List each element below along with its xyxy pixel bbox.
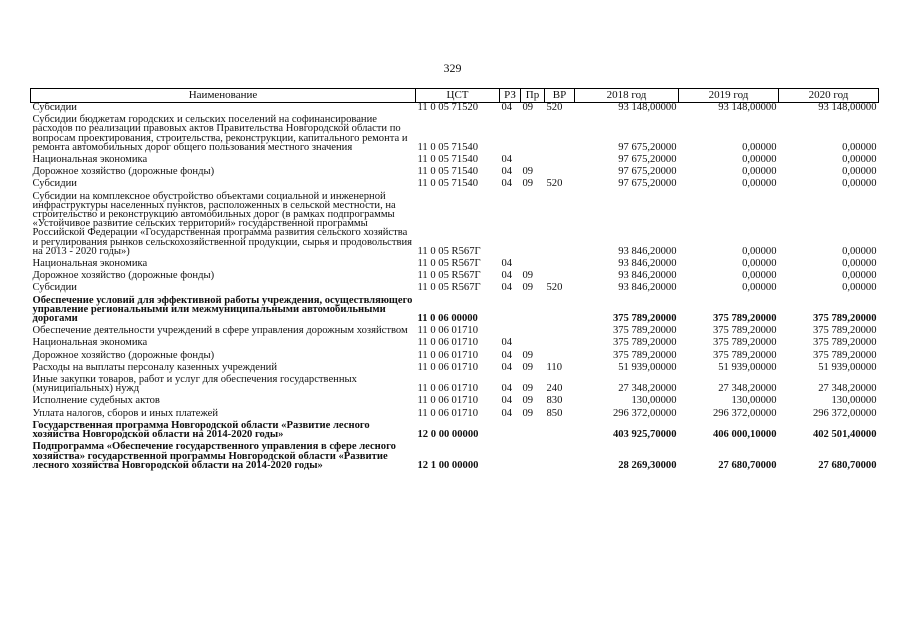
cell-cst: 12 0 00 00000 xyxy=(417,429,479,441)
cell-name: Расходы на выплаты персоналу казенных учреждений xyxy=(32,361,277,373)
cell-vr: 520 xyxy=(546,102,563,113)
cell-cst: 11 0 05 71540 xyxy=(417,166,479,178)
cell-rz: 04 xyxy=(501,102,513,113)
cell-pr: 09 xyxy=(522,383,534,395)
cell-vr xyxy=(545,259,575,271)
cell-2019: 375 789,20000 xyxy=(712,349,777,361)
cell-name: Государственная программа Новгородской области «Развитие лесного хозяйства Новгородской области на 2014-2020 годы» xyxy=(32,419,370,441)
table-row xyxy=(31,396,879,408)
cell-2020: 0,00000 xyxy=(842,154,877,166)
cell-name: Дорожное хозяйство (дорожные фонды) xyxy=(32,166,215,178)
cell-cst: 11 0 05 71540 xyxy=(417,141,479,153)
cell-cst: 12 1 00 00000 xyxy=(417,459,479,471)
header-row xyxy=(31,89,879,103)
cell-2018: 28 269,30000 xyxy=(618,459,677,471)
cell-vr xyxy=(545,326,575,338)
cell-vr: 520 xyxy=(546,178,563,190)
cell-rz: 04 xyxy=(501,337,513,349)
cell-name: Субсидии xyxy=(32,282,77,294)
cell-2019: 375 789,20000 xyxy=(712,313,777,325)
cell-2019: 0,00000 xyxy=(742,282,777,294)
cell-rz xyxy=(500,296,521,327)
cell-name: Национальная экономика xyxy=(32,258,148,270)
cell-2019: 406 000,10000 xyxy=(712,429,777,441)
cell-2020: 93 148,00000 xyxy=(818,102,877,113)
cell-rz: 04 xyxy=(501,154,513,166)
cell-pr xyxy=(521,296,545,327)
cell-rz xyxy=(500,421,521,442)
cell-2020: 0,00000 xyxy=(842,166,877,178)
table-row xyxy=(31,115,879,155)
cell-2019: 27 680,70000 xyxy=(718,459,777,471)
cell-2019: 0,00000 xyxy=(742,258,777,270)
cell-2019: 51 939,00000 xyxy=(718,361,777,373)
cell-2018: 375 789,20000 xyxy=(612,349,677,361)
cell-name: Национальная экономика xyxy=(32,337,148,349)
cell-vr: 830 xyxy=(546,395,563,407)
header-vr: ВР xyxy=(545,89,575,103)
cell-2020: 27 348,20000 xyxy=(818,383,877,395)
cell-pr: 09 xyxy=(522,166,534,178)
header-cst: ЦСТ xyxy=(416,89,500,103)
cell-2018: 93 846,20000 xyxy=(618,282,677,294)
cell-name: Субсидии xyxy=(32,102,77,113)
cell-name: Дорожное хозяйство (дорожные фонды) xyxy=(32,270,215,282)
cell-2018: 93 846,20000 xyxy=(618,270,677,282)
cell-2019: 0,00000 xyxy=(742,166,777,178)
cell-pr: 09 xyxy=(522,349,534,361)
cell-2020: 27 680,70000 xyxy=(818,459,877,471)
cell-name: Уплата налогов, сборов и иных платежей xyxy=(32,407,219,419)
table-row xyxy=(31,296,879,327)
cell-2020: 375 789,20000 xyxy=(812,349,877,361)
cell-vr: 240 xyxy=(546,383,563,395)
cell-cst: 11 0 06 01710 xyxy=(417,383,479,395)
cell-2020: 0,00000 xyxy=(842,178,877,190)
cell-vr xyxy=(545,155,575,167)
cell-2018: 51 939,00000 xyxy=(618,361,677,373)
cell-vr xyxy=(545,115,575,155)
cell-2019: 0,00000 xyxy=(742,178,777,190)
cell-rz: 04 xyxy=(501,349,513,361)
cell-name: Дорожное хозяйство (дорожные фонды) xyxy=(32,349,215,361)
cell-cst: 11 0 06 01710 xyxy=(417,349,479,361)
cell-2020: 375 789,20000 xyxy=(812,337,877,349)
cell-rz: 04 xyxy=(501,395,513,407)
cell-2019: 0,00000 xyxy=(742,154,777,166)
cell-2019: 0,00000 xyxy=(742,141,777,153)
cell-cst: 11 0 06 00000 xyxy=(417,313,478,325)
cell-2019: 27 348,20000 xyxy=(718,383,777,395)
header-2020: 2020 год xyxy=(779,89,879,103)
cell-pr: 09 xyxy=(522,270,534,282)
cell-2020: 130,00000 xyxy=(831,395,877,407)
header-pr: Пр xyxy=(521,89,545,103)
cell-pr xyxy=(521,442,545,473)
cell-vr xyxy=(545,338,575,350)
cell-cst: 11 0 06 01710 xyxy=(417,395,479,407)
header-name: Наименование xyxy=(31,89,416,103)
cell-cst: 11 0 05 R567Г xyxy=(417,282,481,294)
cell-2020: 296 372,00000 xyxy=(812,407,877,419)
cell-name: Обеспечение условий для эффективной работы учреждения, осуществляющего управление региональными или межмуниципальными автомобильными дорогами xyxy=(32,294,413,325)
cell-2018: 27 348,20000 xyxy=(618,383,677,395)
cell-cst: 11 0 05 R567Г xyxy=(417,270,481,282)
cell-2018: 97 675,20000 xyxy=(618,141,677,153)
table-row xyxy=(31,179,879,191)
header-2018: 2018 год xyxy=(575,89,679,103)
cell-pr: 09 xyxy=(522,282,534,294)
table-row xyxy=(31,192,879,259)
cell-cst: 11 0 05 R567Г xyxy=(417,245,481,257)
cell-rz: 04 xyxy=(501,258,513,270)
table-row xyxy=(31,338,879,350)
cell-cst: 11 0 05 71540 xyxy=(417,154,479,166)
cell-2020: 0,00000 xyxy=(842,282,877,294)
cell-name: Иные закупки товаров, работ и услуг для обеспечения государственных (муниципальных) нужд xyxy=(32,374,357,395)
cell-2018: 97 675,20000 xyxy=(618,166,677,178)
cell-2018: 375 789,20000 xyxy=(612,337,677,349)
cell-2019: 375 789,20000 xyxy=(712,325,777,337)
cell-2020: 51 939,00000 xyxy=(818,361,877,373)
cell-2018: 93 846,20000 xyxy=(618,258,677,270)
header-2019: 2019 год xyxy=(679,89,779,103)
cell-2019: 93 148,00000 xyxy=(718,102,777,113)
cell-pr xyxy=(521,326,545,338)
cell-2018: 296 372,00000 xyxy=(612,407,677,419)
cell-2020: 0,00000 xyxy=(842,141,877,153)
cell-2018: 375 789,20000 xyxy=(612,325,677,337)
cell-cst: 11 0 06 01710 xyxy=(417,325,479,337)
cell-pr: 09 xyxy=(522,102,534,113)
table-row xyxy=(31,375,879,396)
cell-pr: 09 xyxy=(522,178,534,190)
cell-cst: 11 0 05 71540 xyxy=(417,178,479,190)
cell-rz: 04 xyxy=(501,383,513,395)
cell-vr: 850 xyxy=(546,407,563,419)
page-number: 329 xyxy=(443,61,462,75)
cell-cst: 11 0 05 71520 xyxy=(417,102,479,113)
cell-2020: 0,00000 xyxy=(842,245,877,257)
cell-vr: 520 xyxy=(546,282,563,294)
cell-pr: 09 xyxy=(522,395,534,407)
table-row xyxy=(31,283,879,295)
cell-2020: 375 789,20000 xyxy=(812,313,877,325)
cell-2018: 97 675,20000 xyxy=(618,178,677,190)
cell-pr: 09 xyxy=(522,361,534,373)
cell-2020: 0,00000 xyxy=(842,258,877,270)
cell-2019: 0,00000 xyxy=(742,270,777,282)
cell-vr xyxy=(545,421,575,442)
cell-name: Исполнение судебных актов xyxy=(32,395,160,407)
cell-2019: 0,00000 xyxy=(742,245,777,257)
cell-vr xyxy=(545,442,575,473)
cell-cst: 11 0 06 01710 xyxy=(417,361,479,373)
cell-pr xyxy=(521,338,545,350)
cell-rz xyxy=(500,115,521,155)
cell-2020: 402 501,40000 xyxy=(812,429,877,441)
table-body xyxy=(31,103,879,473)
cell-pr xyxy=(521,192,545,259)
cell-rz: 04 xyxy=(501,361,513,373)
cell-pr xyxy=(521,115,545,155)
cell-pr: 09 xyxy=(522,407,534,419)
cell-name: Национальная экономика xyxy=(32,154,148,166)
cell-vr: 110 xyxy=(546,361,562,373)
cell-rz: 04 xyxy=(501,270,513,282)
cell-name: Субсидии на комплексное обустройство объектами социальной и инженерной инфраструктуры населенных пунктов, расположенных в сельской местности, на строительство и реконструкцию автомобильных дорог (в рамках подпрограммы «Устойчивое развитие сельских территорий» государственной программы Российской Федерации «Государственная программа развития сельского хозяйства и регулирования рынков сельскохозяйственной продукции, сырья и продовольствия на 2013 - 2020 годы») xyxy=(32,190,413,257)
cell-rz: 04 xyxy=(501,166,513,178)
header-rz: РЗ xyxy=(500,89,521,103)
cell-name: Субсидии xyxy=(32,178,77,190)
cell-vr xyxy=(545,296,575,327)
cell-2019: 296 372,00000 xyxy=(712,407,777,419)
cell-2018: 130,00000 xyxy=(631,395,677,407)
cell-pr xyxy=(521,421,545,442)
cell-2019: 130,00000 xyxy=(731,395,777,407)
cell-cst: 11 0 05 R567Г xyxy=(417,258,481,270)
cell-2018: 403 925,70000 xyxy=(612,429,677,441)
cell-2018: 93 846,20000 xyxy=(618,245,677,257)
cell-2020: 0,00000 xyxy=(842,270,877,282)
cell-rz: 04 xyxy=(501,407,513,419)
cell-2018: 93 148,00000 xyxy=(618,102,677,113)
cell-rz xyxy=(500,442,521,473)
cell-cst: 11 0 06 01710 xyxy=(417,407,479,419)
cell-rz: 04 xyxy=(501,178,513,190)
cell-2018: 97 675,20000 xyxy=(618,154,677,166)
cell-vr xyxy=(545,192,575,259)
cell-name: Обеспечение деятельности учреждений в сфере управления дорожным хозяйством xyxy=(32,325,408,337)
cell-cst: 11 0 06 01710 xyxy=(417,337,479,349)
table-row xyxy=(31,442,879,473)
cell-2019: 375 789,20000 xyxy=(712,337,777,349)
cell-name: Субсидии бюджетам городских и сельских поселений на софинансирование расходов по реализации правовых актов Правительства Новгородской области по вопросам проектирования, строительства, реконструкции, капитального ремонта и ремонта автомобильных дорог общего пользования местного значения xyxy=(32,114,408,153)
table-row xyxy=(31,421,879,442)
cell-rz xyxy=(500,192,521,259)
cell-rz: 04 xyxy=(501,282,513,294)
cell-2020: 375 789,20000 xyxy=(812,325,877,337)
budget-table xyxy=(30,88,879,473)
cell-name: Подпрограмма «Обеспечение государственного управления в сфере лесного хозяйства» государственной программы Новгородской области «Развитие лесного хозяйства Новгородской области на 2014-2020 годы» xyxy=(32,441,396,471)
cell-2018: 375 789,20000 xyxy=(612,313,677,325)
